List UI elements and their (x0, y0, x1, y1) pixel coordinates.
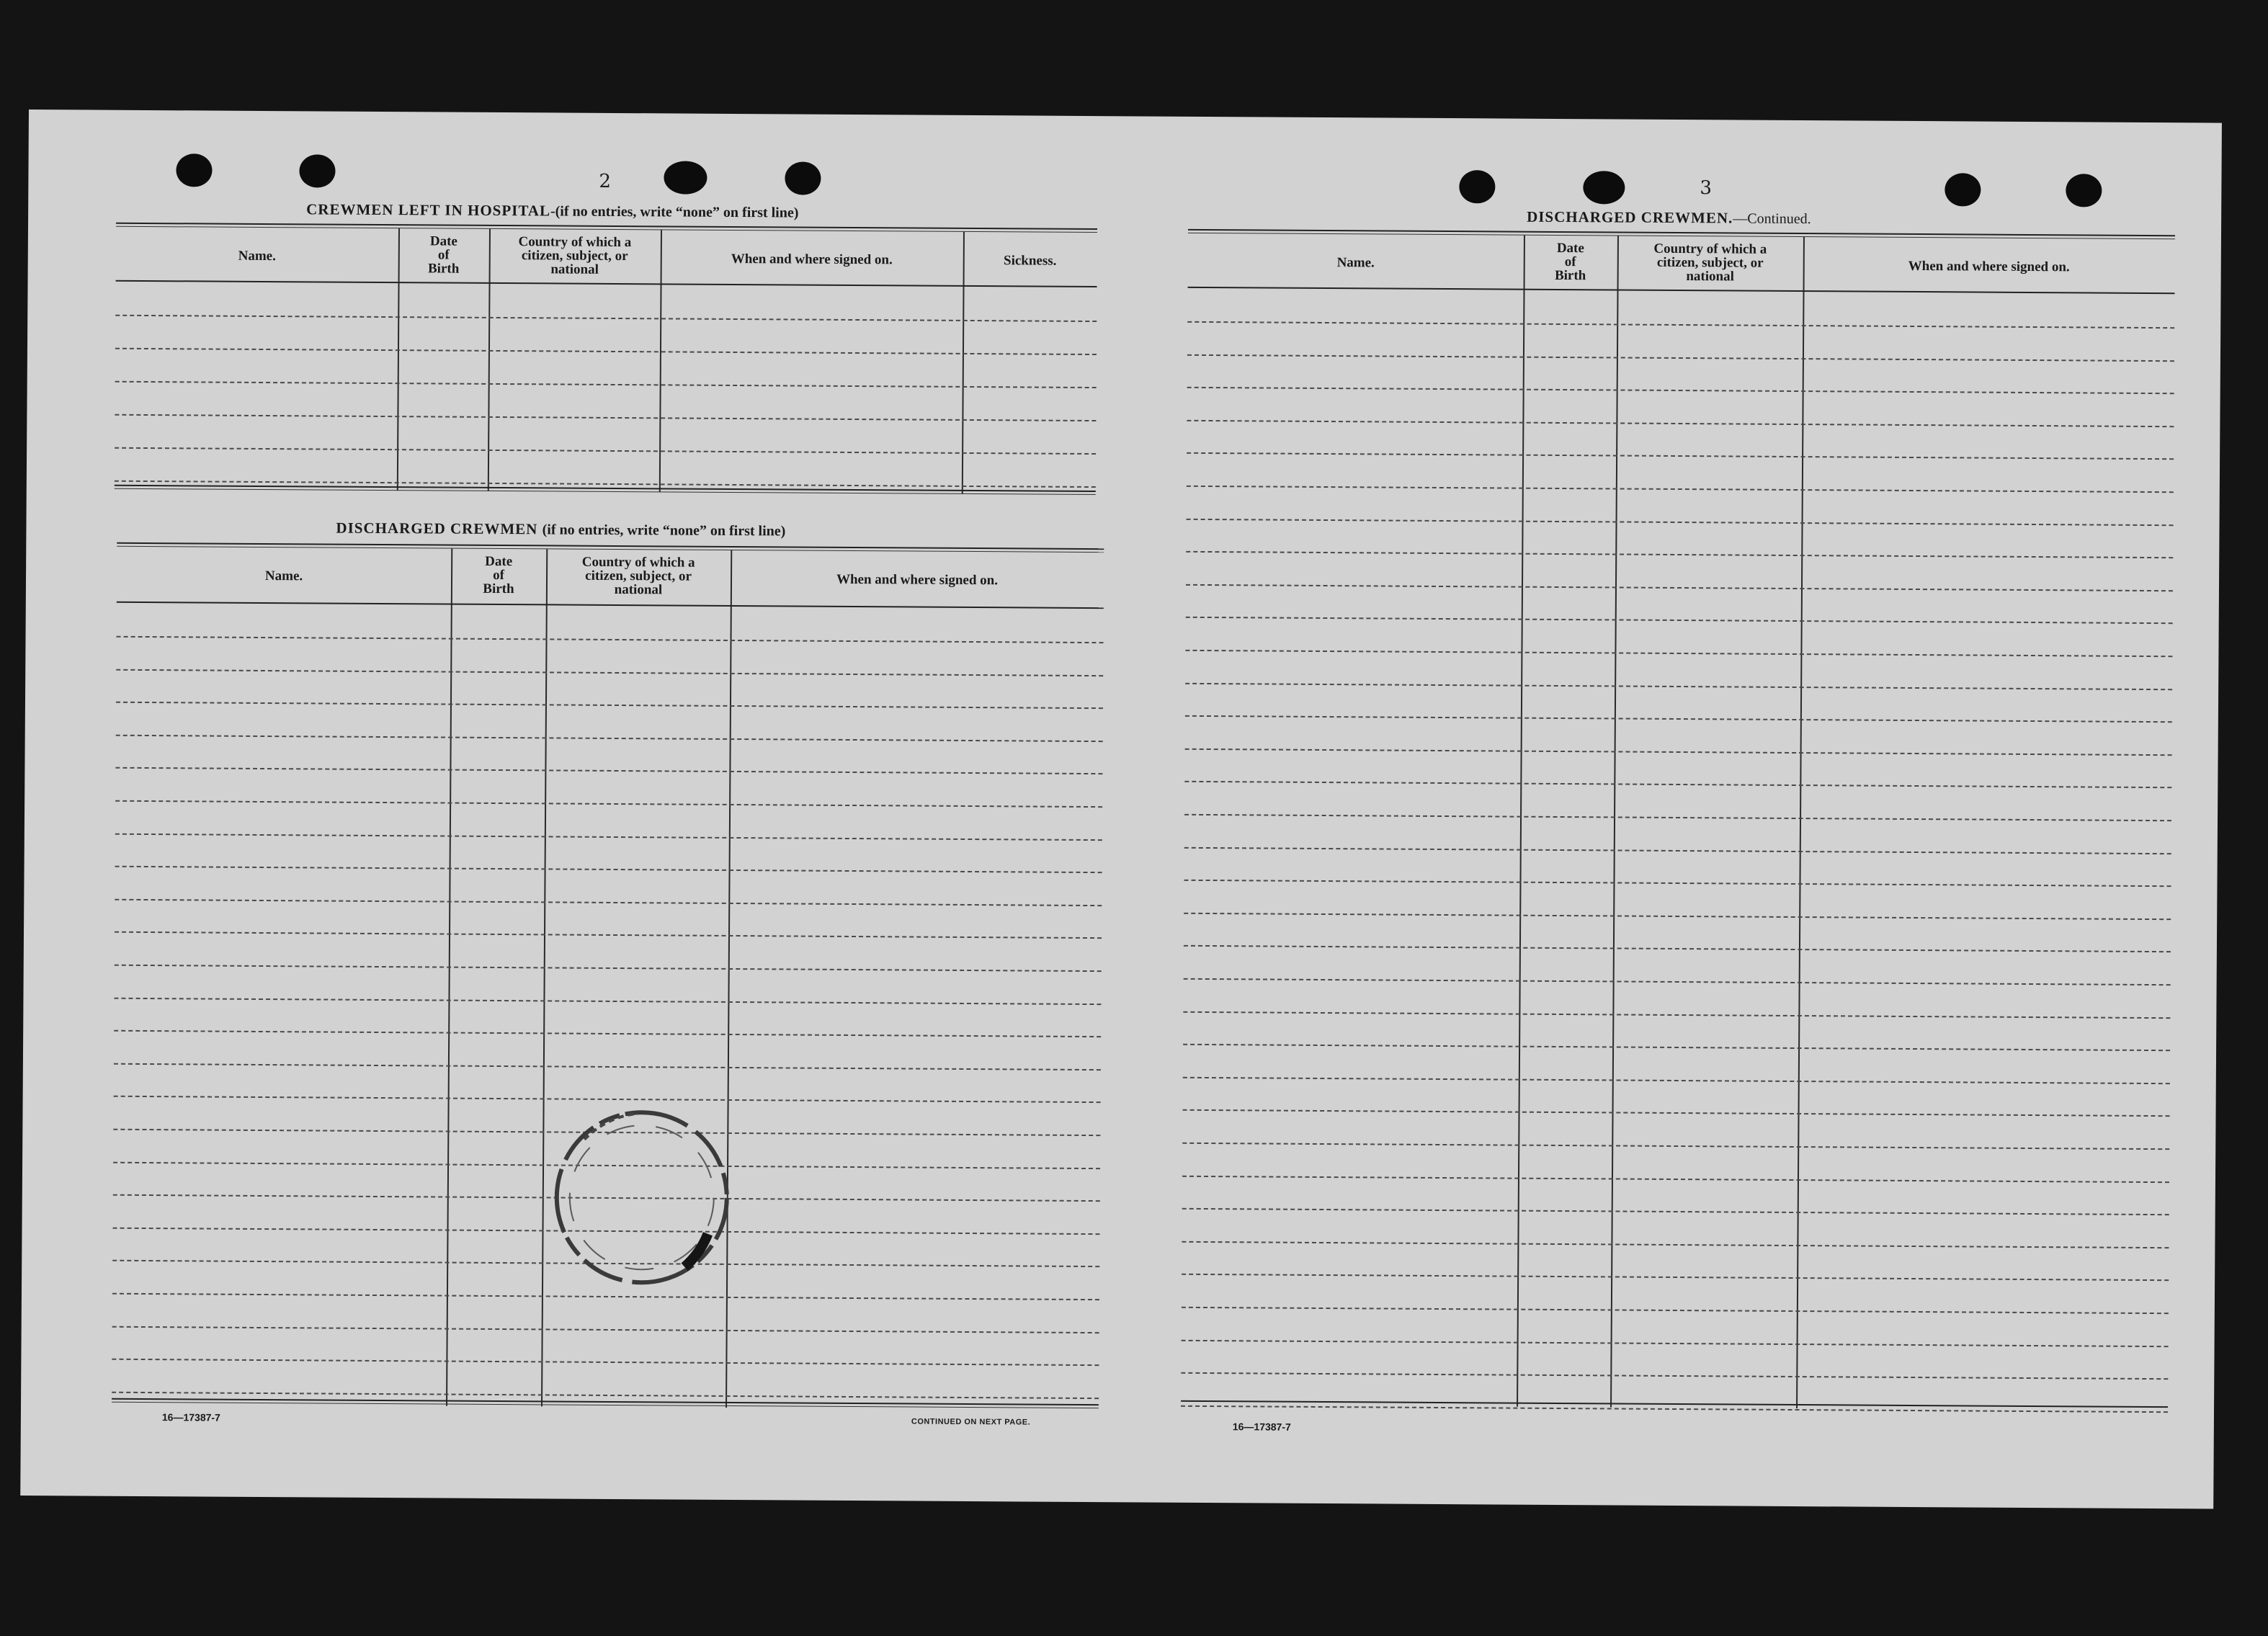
column-header-signed-on: When and where signed on. (836, 571, 999, 589)
blank-entry-line (1182, 1241, 2169, 1248)
left-page (63, 109, 1124, 1502)
column-header-signed-on: When and where signed on. (1908, 258, 2070, 275)
form-sheet (20, 109, 2222, 1509)
blank-entry-line (115, 348, 1097, 355)
blank-entry-line (115, 800, 1102, 808)
blank-entry-line (1185, 715, 2172, 723)
blank-entry-line (1184, 814, 2171, 821)
blank-entry-line (1182, 1175, 2169, 1182)
blank-entry-line (115, 447, 1096, 455)
blank-entry-line (1187, 452, 2174, 460)
column-divider (962, 232, 965, 494)
blank-entry-line (1185, 682, 2172, 689)
column-header-date-of-birth: Date of Birth (427, 233, 460, 277)
column-header-name: Name. (238, 248, 276, 264)
blank-entry-line (1183, 1044, 2170, 1051)
column-header-country: Country of which a citizen, subject, or national (518, 234, 632, 277)
header-rule (116, 280, 1097, 287)
column-header-name: Name. (264, 568, 303, 584)
hospital-table (115, 223, 1097, 495)
discharged-table-title (336, 519, 785, 540)
blank-entry-line (115, 931, 1102, 939)
blank-entry-line (1187, 387, 2174, 394)
blank-entry-line (115, 414, 1096, 421)
discharged-title-text: DISCHARGED CREWMEN (336, 519, 538, 538)
blank-entry-line (1186, 551, 2173, 558)
right-table-title (1527, 208, 1811, 228)
form-number: 16—17387-7 (161, 1411, 220, 1423)
column-header-sickness: Sickness. (1003, 253, 1057, 269)
blank-entry-line (115, 833, 1102, 840)
blank-entry-line (1184, 945, 2171, 952)
blank-entry-line (115, 965, 1102, 972)
hospital-table-title (306, 200, 798, 221)
header-rule (117, 602, 1104, 609)
blank-entry-line (112, 1392, 1099, 1399)
blank-entry-line (114, 1063, 1101, 1070)
blank-entry-line (114, 1030, 1101, 1037)
blank-entry-line (1187, 486, 2174, 493)
blank-entry-line (115, 767, 1102, 774)
blank-entry-line (1187, 420, 2174, 427)
blank-entry-line (1183, 1109, 2170, 1117)
blank-entry-line (1183, 1011, 2170, 1018)
blank-entry-line (1187, 518, 2174, 525)
discharged-title-note: (if no entries, write “none” on first line) (542, 522, 786, 540)
blank-entry-line (112, 1293, 1099, 1300)
blank-entry-line (112, 1359, 1099, 1366)
blank-entry-line (1182, 1339, 2169, 1346)
blank-entry-line (1182, 1274, 2169, 1281)
blank-entry-line (1185, 748, 2172, 756)
continued-note: CONTINUED ON NEXT PAGE. (911, 1417, 1031, 1427)
blank-entry-line (1184, 978, 2171, 985)
blank-entry-line (1183, 1077, 2170, 1084)
hospital-title-text: CREWMEN LEFT IN HOSPITAL (306, 200, 551, 220)
punch-hole-icon (1459, 170, 1495, 203)
blank-entry-line (1184, 913, 2171, 920)
discharged-continued-table (1181, 229, 2175, 1416)
column-header-date-of-birth: Date of Birth (483, 553, 514, 597)
blank-entry-line (115, 899, 1102, 906)
page-number: 2 (599, 170, 612, 192)
right-page (1180, 117, 2197, 1509)
punch-hole-icon (1945, 173, 1981, 206)
blank-entry-line (115, 381, 1097, 388)
right-title-suffix: —Continued. (1733, 210, 1811, 228)
blank-entry-line (1182, 1307, 2169, 1314)
blank-entry-line (1182, 1143, 2169, 1150)
blank-entry-line (115, 315, 1097, 322)
punch-hole-icon (664, 161, 707, 194)
blank-entry-line (1184, 781, 2171, 788)
punch-hole-icon (176, 153, 212, 187)
blank-entry-line (1186, 584, 2173, 591)
blank-entry-line (1187, 354, 2174, 361)
punch-hole-icon (785, 161, 821, 195)
page-number: 3 (1700, 177, 1713, 200)
form-number: 16—17387-7 (1232, 1421, 1291, 1433)
column-header-name: Name. (1336, 255, 1375, 271)
header-rule (1188, 287, 2175, 294)
blank-entry-line (1185, 650, 2172, 657)
column-header-country: Country of which a citizen, subject, or national (1653, 241, 1767, 285)
blank-entry-line (116, 702, 1103, 709)
column-header-date-of-birth: Date of Birth (1554, 240, 1586, 284)
column-divider (1517, 236, 1525, 1407)
punch-hole-icon (1583, 171, 1625, 204)
column-divider (446, 549, 452, 1406)
blank-entry-line (1181, 1372, 2168, 1380)
circular-stamp-icon (540, 1096, 736, 1292)
column-header-country: Country of which a citizen, subject, or national (581, 554, 695, 598)
column-divider (1610, 236, 1619, 1407)
hospital-title-note: -(if no entries, write “none” on first line) (550, 203, 799, 221)
blank-entry-line (116, 669, 1103, 676)
blank-entry-line (112, 1326, 1099, 1333)
punch-hole-icon (299, 154, 335, 187)
column-header-signed-on: When and where signed on. (731, 251, 893, 268)
blank-entry-line (1187, 321, 2174, 328)
blank-entry-line (1184, 880, 2171, 887)
right-title-text: DISCHARGED CREWMEN. (1527, 207, 1733, 227)
blank-entry-line (1184, 846, 2171, 854)
blank-entry-line (114, 997, 1101, 1004)
blank-entry-line (1182, 1208, 2169, 1215)
punch-hole-icon (2066, 174, 2102, 207)
blank-entry-line (117, 636, 1104, 643)
blank-entry-line (115, 866, 1102, 873)
column-divider (1796, 237, 1805, 1408)
blank-entry-line (1186, 617, 2173, 624)
blank-entry-line (116, 735, 1103, 742)
